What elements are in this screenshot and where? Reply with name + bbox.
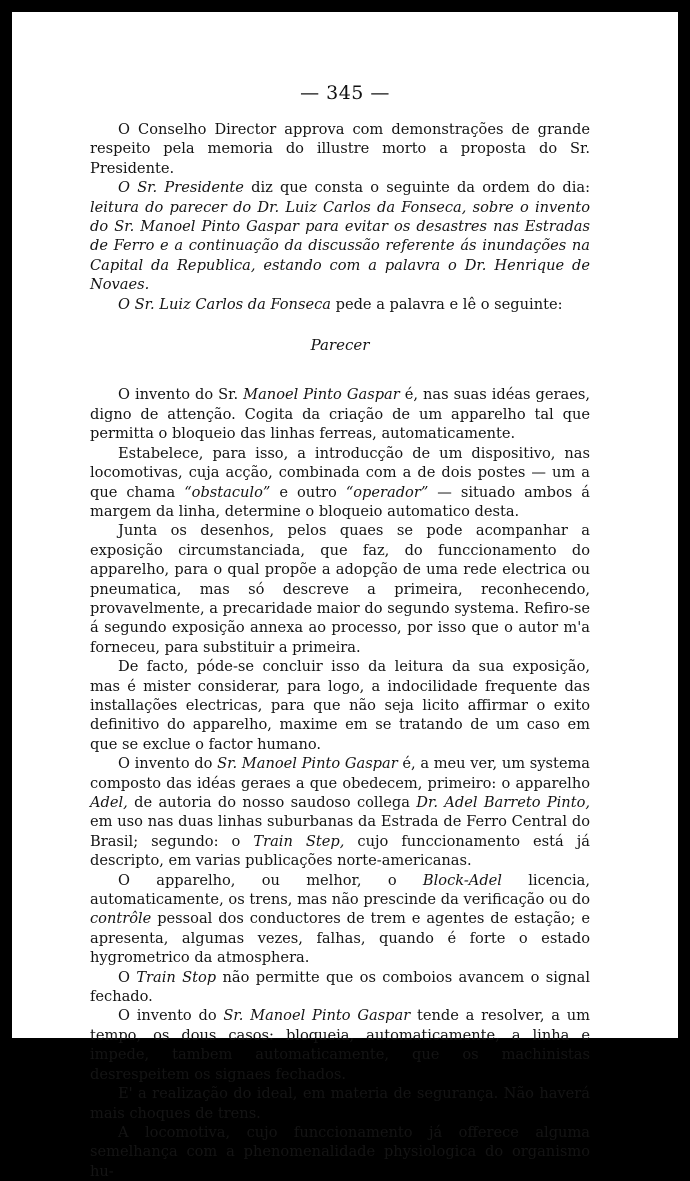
paragraph: O apparelho, ou melhor, o Block-Adel licencia, automaticamente, os trens, mas não prescinde da verificação ou do contrôle pessoal dos conductores de trem e agentes de estação; e apresenta, algumas vezes, falhas, quando é forte o estado hygrometrico da atmosphera.	[90, 871, 590, 967]
paragraph: E' a realização do ideal, em materia de segurança. Não haverá mais choques de trens.	[90, 1085, 590, 1122]
document-page	[12, 12, 678, 1180]
paragraph: O Conselho Director approva com demonstrações de grande respeito pela memoria do illustre morto a proposta do Sr. Presidente.	[90, 121, 590, 177]
paragraph: A locomotiva, cujo funccionamento já offerece alguma semelhança com a phenomenalidade physiologica do organismo hu-	[90, 1123, 590, 1180]
paragraph: O invento do Sr. Manoel Pinto Gaspar é, a meu ver, um systema composto das idéas geraes a que obedecem, primeiro: o apparelho Adel, de autoria do nosso saudoso collega Dr. Adel Barreto Pinto, em uso nas duas linhas suburbanas da Estrada de Ferro Central do Brasil; segundo: o Train Step, cujo funccionamento está já descripto, em varias publicações norte-americanas.	[90, 755, 590, 870]
paragraph: O Train Stop não permitte que os comboios avancem o signal fechado.	[90, 968, 590, 1006]
paragraph: O Sr. Luiz Carlos da Fonseca pede a palavra e lê o seguinte:	[118, 295, 563, 313]
body-text	[90, 120, 590, 1181]
paragraph: Estabelece, para isso, a introducção de um dispositivo, nas locomotivas, cuja acção, combinada com a de dois postes — um a que chama “obstaculo” e outro “operador” — situado ambos á margem da linha, determine o bloqueio automatico desta.	[90, 444, 590, 520]
section-heading: Parecer	[310, 336, 370, 355]
paragraph: O invento do Sr. Manoel Pinto Gaspar tende a resolver, a um tempo, os dous casos: bloqueia, automaticamente, a linha e impede, tambem automaticamente, que os machinistas desrespeitem os signaes fechados.	[90, 1007, 590, 1083]
paragraph: O Sr. Presidente diz que consta o seguinte da ordem do dia: leitura do parecer do Dr. Luiz Carlos da Fonseca, sobre o invento do Sr. Manoel Pinto Gaspar para evitar os desastres nas Estradas de Ferro e a continuação da discussão referente ás inundações na Capital da Republica, estando com a palavra o Dr. Henrique de Novaes.	[90, 179, 590, 294]
paragraph: Junta os desenhos, pelos quaes se pode acompanhar a exposição circumstanciada, que faz, do funccionamento do apparelho, para o qual propõe a adopção de uma rede electrica ou pneumatica, mas só descreve a primeira, reconhecendo, provavelmente, a precaridade maior do segundo systema. Refiro-se á segundo exposição annexa ao processo, por isso que o autor m'a forneceu, para substituir a primeira.	[90, 522, 590, 656]
paragraph: De facto, póde-se concluir isso da leitura da sua exposição, mas é mister considerar, para logo, a indocilidade frequente das installações electricas, para que não seja licito affirmar o exito definitivo do apparelho, maxime em se tratando de um caso em que se exclue o factor humano.	[90, 658, 590, 753]
paragraph: O invento do Sr. Manoel Pinto Gaspar é, nas suas idéas geraes, digno de attenção. Cogita da criação de um apparelho tal que permitta o bloqueio das linhas ferreas, automaticamente.	[90, 386, 590, 443]
page-number: — 345 —	[300, 82, 390, 104]
